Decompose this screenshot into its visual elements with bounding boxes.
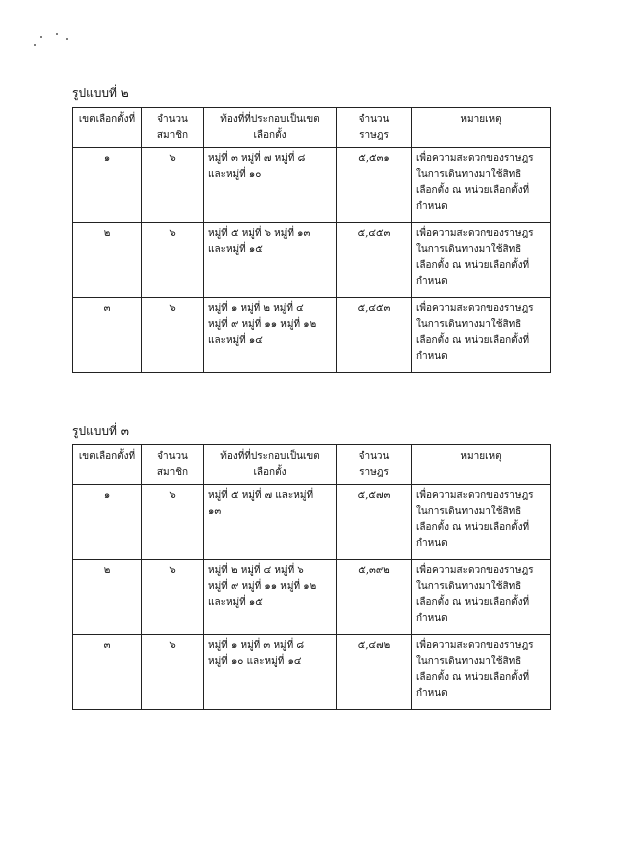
- population: ๕,๕๗๓: [337, 485, 412, 560]
- header-note: หมายเหตุ: [412, 108, 551, 148]
- district-table: [72, 107, 551, 373]
- table-row: [73, 485, 551, 560]
- header-zone: เขตเลือกตั้งที่: [73, 445, 142, 485]
- table-header-row: [73, 108, 551, 148]
- scan-speck: [34, 44, 36, 46]
- header-villages: ท้องที่ที่ประกอบเป็นเขต เลือกตั้ง: [204, 445, 337, 485]
- village-list: หมู่ที่ ๒ หมู่ที่ ๔ หมู่ที่ ๖ หมู่ที่ ๙ หมู่ที่ ๑๑ หมู่ที่ ๑๒ และหมู่ที่ ๑๕: [204, 560, 337, 635]
- header-population: จำนวน ราษฎร: [337, 108, 412, 148]
- member-count: ๖: [142, 485, 204, 560]
- table-row: [73, 560, 551, 635]
- note: เพื่อความสะดวกของราษฎร ในการเดินทางมาใช้สิทธิ เลือกตั้ง ณ หน่วยเลือกตั้งที่ กำหนด: [412, 298, 551, 373]
- note: เพื่อความสะดวกของราษฎร ในการเดินทางมาใช้สิทธิ เลือกตั้ง ณ หน่วยเลือกตั้งที่ กำหนด: [412, 560, 551, 635]
- header-villages: ท้องที่ที่ประกอบเป็นเขต เลือกตั้ง: [204, 108, 337, 148]
- district-table: [72, 444, 551, 710]
- member-count: ๖: [142, 635, 204, 710]
- note: เพื่อความสะดวกของราษฎร ในการเดินทางมาใช้สิทธิ เลือกตั้ง ณ หน่วยเลือกตั้งที่ กำหนด: [412, 223, 551, 298]
- member-count: ๖: [142, 560, 204, 635]
- header-zone: เขตเลือกตั้งที่: [73, 108, 142, 148]
- population: ๕,๔๕๓: [337, 298, 412, 373]
- zone-number: ๑: [73, 485, 142, 560]
- header-note: หมายเหตุ: [412, 445, 551, 485]
- village-list: หมู่ที่ ๕ หมู่ที่ ๗ และหมู่ที่ ๑๓: [204, 485, 337, 560]
- note: เพื่อความสะดวกของราษฎร ในการเดินทางมาใช้สิทธิ เลือกตั้ง ณ หน่วยเลือกตั้งที่ กำหนด: [412, 148, 551, 223]
- zone-number: ๓: [73, 298, 142, 373]
- village-list: หมู่ที่ ๑ หมู่ที่ ๓ หมู่ที่ ๘ หมู่ที่ ๑๐ และหมู่ที่ ๑๔: [204, 635, 337, 710]
- population: ๕,๔๗๒: [337, 635, 412, 710]
- zone-number: ๓: [73, 635, 142, 710]
- member-count: ๖: [142, 298, 204, 373]
- table-row: [73, 298, 551, 373]
- zone-number: ๒: [73, 560, 142, 635]
- table-header-row: [73, 445, 551, 485]
- village-list: หมู่ที่ ๓ หมู่ที่ ๗ หมู่ที่ ๘ และหมู่ที่ ๑๐: [204, 148, 337, 223]
- population: ๕,๕๓๑: [337, 148, 412, 223]
- table-row: [73, 223, 551, 298]
- table-row: [73, 148, 551, 223]
- table-row: [73, 635, 551, 710]
- member-count: ๖: [142, 148, 204, 223]
- zone-number: ๑: [73, 148, 142, 223]
- member-count: ๖: [142, 223, 204, 298]
- header-members: จำนวน สมาชิก: [142, 445, 204, 485]
- section-title: รูปแบบที่ ๒: [72, 86, 129, 100]
- scan-speck: [56, 33, 58, 35]
- section-title: รูปแบบที่ ๓: [72, 424, 129, 438]
- scan-speck: [40, 36, 42, 38]
- village-list: หมู่ที่ ๕ หมู่ที่ ๖ หมู่ที่ ๑๓ และหมู่ที่ ๑๕: [204, 223, 337, 298]
- zone-number: ๒: [73, 223, 142, 298]
- note: เพื่อความสะดวกของราษฎร ในการเดินทางมาใช้สิทธิ เลือกตั้ง ณ หน่วยเลือกตั้งที่ กำหนด: [412, 485, 551, 560]
- header-members: จำนวน สมาชิก: [142, 108, 204, 148]
- population: ๕,๔๕๓: [337, 223, 412, 298]
- header-population: จำนวน ราษฎร: [337, 445, 412, 485]
- note: เพื่อความสะดวกของราษฎร ในการเดินทางมาใช้สิทธิ เลือกตั้ง ณ หน่วยเลือกตั้งที่ กำหนด: [412, 635, 551, 710]
- village-list: หมู่ที่ ๑ หมู่ที่ ๒ หมู่ที่ ๔ หมู่ที่ ๙ หมู่ที่ ๑๑ หมู่ที่ ๑๒ และหมู่ที่ ๑๔: [204, 298, 337, 373]
- scan-speck: [66, 38, 68, 40]
- population: ๕,๓๙๒: [337, 560, 412, 635]
